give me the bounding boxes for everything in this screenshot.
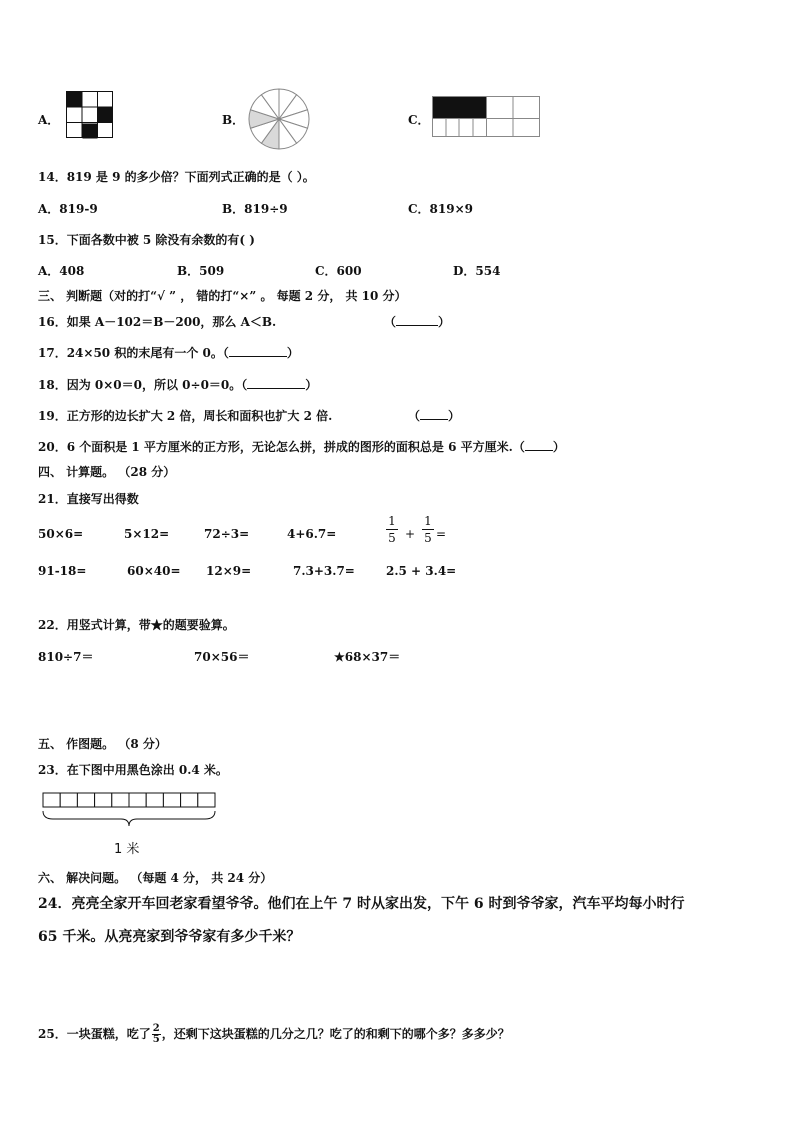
question-21-stem: 21．直接写出得数: [38, 492, 139, 506]
calc-item: 5×12=: [124, 527, 170, 541]
question-20-text: [38, 438, 565, 455]
question-18-text: [38, 376, 317, 393]
calc-item: 91-18=: [38, 564, 87, 578]
question-15-option-b: B．509: [177, 264, 225, 278]
calc-item: 12×9=: [206, 564, 252, 578]
fraction-one-fifth: [422, 514, 434, 545]
question-22-stem: 22．用竖式计算，带★的题要验算。: [38, 618, 235, 632]
question-15-option-d: D．554: [453, 264, 501, 278]
question-15-option-c: C．600: [315, 264, 362, 278]
calc-item: 2.5 + 3.4=: [386, 564, 457, 578]
question-25-text: [38, 1024, 510, 1045]
option-c-label: C．: [408, 113, 430, 127]
question-20-answer-blank[interactable]: [525, 439, 553, 451]
calc-item: 72÷3=: [204, 527, 250, 541]
paren-close: ）: [448, 409, 461, 423]
vertical-calc-item: ★68×37＝: [334, 650, 401, 664]
strip-cell[interactable]: [60, 793, 77, 807]
fraction-one-fifth: [386, 514, 398, 545]
option-a-grid-figure: [66, 91, 114, 139]
strip-cell[interactable]: [112, 793, 129, 807]
fraction-two-fifths: [152, 1024, 161, 1045]
section-5-heading: 五、 作图题。 （8 分）: [38, 737, 167, 751]
meter-strip-figure[interactable]: [42, 792, 218, 832]
question-18-statement: 18．因为 0×0＝0，所以 0÷0＝0。（: [38, 378, 248, 392]
vertical-calc-item: 810÷7＝: [38, 650, 94, 664]
paren-close: ）: [552, 440, 565, 454]
strip-cell[interactable]: [146, 793, 163, 807]
question-14-option-b: B．819÷9: [222, 202, 288, 216]
paren-open: （: [408, 409, 421, 423]
section-4-heading: 四、 计算题。 （28 分）: [38, 465, 176, 479]
curly-brace: [43, 811, 215, 826]
question-16-text: 16．如果 A－102＝B－200，那么 A＜B.: [38, 315, 277, 329]
section-3-heading: 三、 判断题（对的打“√ ” ， 错的打“×” 。 每题 2 分， 共 10 分）: [38, 289, 407, 303]
question-18-answer-blank[interactable]: [247, 377, 305, 389]
strip-cell[interactable]: [163, 793, 180, 807]
equals-sign: =: [436, 527, 447, 541]
question-14-option-a: A．819-9: [38, 202, 98, 216]
denominator: 5: [388, 531, 396, 545]
blank-line: [396, 314, 438, 326]
paren-close: ）: [286, 346, 299, 360]
blank-line: [420, 408, 448, 420]
paren-close: ）: [438, 315, 451, 329]
option-b-circle-figure: [247, 87, 311, 151]
question-15-option-a: A．408: [38, 264, 85, 278]
question-17-statement: 17．24×50 积的末尾有一个 0。（: [38, 346, 229, 360]
question-20-statement: 20．6 个面积是 1 平方厘米的正方形，无论怎么拼，拼成的图形的面积总是 6 平方厘米.（: [38, 440, 525, 454]
fraction-bar: [386, 529, 398, 530]
plus-sign: +: [405, 527, 416, 541]
strip-cell[interactable]: [129, 793, 146, 807]
calc-item: 4+6.7=: [287, 527, 337, 541]
question-14-stem: 14．819 是 9 的多少倍？下面列式正确的是（ ）。: [38, 170, 315, 184]
question-19-text: 19．正方形的边长扩大 2 倍，周长和面积也扩大 2 倍.: [38, 409, 333, 423]
denominator: 5: [424, 531, 432, 545]
question-17-answer-blank[interactable]: [229, 345, 287, 357]
option-b-label: B．: [222, 113, 245, 127]
question-24-line-1: 24．亮亮全家开车回老家看望爷爷。他们在上午 7 时从家出发，下午 6 时到爷爷家，汽车平均每小时行: [38, 896, 685, 912]
option-a-label: A．: [38, 113, 60, 127]
numerator: 2: [152, 1023, 160, 1034]
denominator: 5: [152, 1034, 160, 1045]
question-17-text: [38, 344, 299, 361]
strip-cell[interactable]: [95, 793, 112, 807]
numerator: 1: [424, 514, 432, 528]
strip-cell[interactable]: [43, 793, 60, 807]
question-19-answer-blank[interactable]: [408, 407, 460, 424]
question-23-stem: 23．在下图中用黑色涂出 0.4 米。: [38, 763, 228, 777]
calc-item: 60×40=: [127, 564, 181, 578]
fraction-bar: [422, 529, 434, 530]
strip-cell[interactable]: [181, 793, 198, 807]
question-16-answer-blank[interactable]: [384, 313, 450, 330]
paren-close: ）: [305, 378, 318, 392]
section-6-heading: 六、 解决问题。 （每题 4 分， 共 24 分）: [38, 871, 273, 885]
question-14-option-c: C．819×9: [408, 202, 474, 216]
question-25-after: ，还剩下这块蛋糕的几分之几？吃了的和剩下的哪个多？多多少？: [161, 1027, 510, 1041]
question-15-stem: 15．下面各数中被 5 除没有余数的有( ): [38, 233, 255, 247]
calc-item: 50×6=: [38, 527, 84, 541]
question-24-line-2: 65 千米。从亮亮家到爷爷家有多少千米？: [38, 929, 301, 945]
brace-label: 1 米: [114, 842, 140, 857]
numerator: 1: [388, 514, 396, 528]
option-c-bar-figure: [432, 96, 542, 138]
strip-cell[interactable]: [198, 793, 215, 807]
question-25-before: 25．一块蛋糕，吃了: [38, 1027, 151, 1041]
calc-item: 7.3+3.7=: [293, 564, 355, 578]
strip-cell[interactable]: [77, 793, 94, 807]
vertical-calc-item: 70×56＝: [194, 650, 250, 664]
paren-open: （: [384, 315, 397, 329]
